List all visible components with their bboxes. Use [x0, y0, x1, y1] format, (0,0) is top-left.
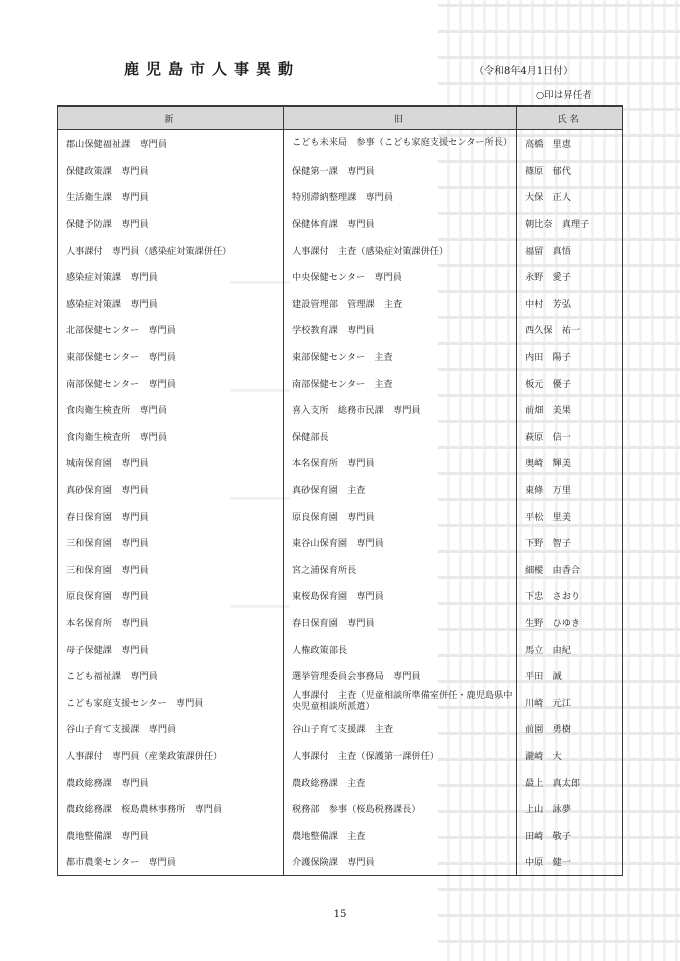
cell-person-name: 田崎 敬子 — [517, 821, 623, 848]
cell-old-position: 農地整備課 主査 — [284, 821, 517, 848]
cell-person-name: 下忠 さおり — [517, 582, 623, 609]
cell-new-position: 郡山保健福祉課 専門員 — [58, 130, 284, 157]
cell-old-position: 税務部 参事（桜島税務課長） — [284, 795, 517, 822]
cell-old-position: 宮之浦保育所長 — [284, 556, 517, 583]
table-row — [58, 768, 623, 795]
cell-person-name: 最上 真太郎 — [517, 768, 623, 795]
cell-new-position: 人事課付 専門員（感染症対策課併任） — [58, 236, 284, 263]
cell-new-position: 生活衛生課 専門員 — [58, 183, 284, 210]
cell-person-name: 篠原 郁代 — [517, 157, 623, 184]
table-row — [58, 449, 623, 476]
table-row — [58, 848, 623, 875]
cell-old-position: 建設管理部 管理課 主査 — [284, 290, 517, 317]
cell-old-position: 人事課付 主査（感染症対策課併任） — [284, 236, 517, 263]
table-row — [58, 795, 623, 822]
cell-new-position: 保健予防課 専門員 — [58, 210, 284, 237]
table-row — [58, 715, 623, 742]
personnel-table — [57, 105, 623, 876]
cell-person-name: 内田 陽子 — [517, 343, 623, 370]
cell-old-position: 喜入支所 総務市民課 専門員 — [284, 396, 517, 423]
promotion-note: ○印は昇任者 — [536, 90, 592, 101]
cell-new-position: 本名保育所 専門員 — [58, 609, 284, 636]
table-row — [58, 210, 623, 237]
cell-new-position: 谷山子育て支援課 専門員 — [58, 715, 284, 742]
table-body — [58, 130, 623, 876]
table-row — [58, 130, 623, 157]
table-row — [58, 263, 623, 290]
column-header-old: 旧 — [284, 106, 517, 130]
table-row — [58, 290, 623, 317]
cell-person-name: 西久保 祐一 — [517, 316, 623, 343]
cell-old-position: 原良保育園 専門員 — [284, 502, 517, 529]
table-row — [58, 582, 623, 609]
cell-old-position: 人事課付 主査（児童相談所準備室併任・鹿児島県中央児童相談所派遣） — [284, 688, 517, 715]
table-row — [58, 742, 623, 769]
cell-new-position: こども福祉課 専門員 — [58, 662, 284, 689]
table-row — [58, 236, 623, 263]
cell-new-position: 三和保育園 専門員 — [58, 556, 284, 583]
cell-person-name: 東條 万里 — [517, 476, 623, 503]
table-row — [58, 343, 623, 370]
table-header-row — [58, 106, 623, 130]
cell-new-position: 北部保健センター 専門員 — [58, 316, 284, 343]
cell-new-position: 保健政策課 専門員 — [58, 157, 284, 184]
effective-date: （令和8年4月1日付） — [474, 66, 574, 77]
cell-old-position: 東部保健センター 主査 — [284, 343, 517, 370]
cell-person-name: 平田 誠 — [517, 662, 623, 689]
cell-person-name: 馬立 由紀 — [517, 635, 623, 662]
table-row — [58, 688, 623, 715]
cell-new-position: 農政総務課 専門員 — [58, 768, 284, 795]
cell-old-position: 本名保育所 専門員 — [284, 449, 517, 476]
cell-old-position: こども未来局 参事（こども家庭支援センター所長） — [284, 130, 517, 157]
cell-person-name: 高橋 里恵 — [517, 130, 623, 157]
cell-new-position: こども家庭支援センター 専門員 — [58, 688, 284, 715]
cell-person-name: 永野 愛子 — [517, 263, 623, 290]
cell-old-position: 南部保健センター 主査 — [284, 369, 517, 396]
cell-person-name: 板元 優子 — [517, 369, 623, 396]
cell-old-position: 農政総務課 主査 — [284, 768, 517, 795]
cell-new-position: 南部保健センター 専門員 — [58, 369, 284, 396]
cell-new-position: 東部保健センター 専門員 — [58, 343, 284, 370]
cell-old-position: 特別滞納整理課 専門員 — [284, 183, 517, 210]
cell-new-position: 原良保育園 専門員 — [58, 582, 284, 609]
cell-new-position: 春日保育園 専門員 — [58, 502, 284, 529]
cell-new-position: 三和保育園 専門員 — [58, 529, 284, 556]
cell-person-name: 中村 芳弘 — [517, 290, 623, 317]
page-title: 鹿児島市人事異動 — [124, 60, 301, 78]
cell-person-name: 前畑 美果 — [517, 396, 623, 423]
cell-new-position: 食肉衛生検査所 専門員 — [58, 396, 284, 423]
cell-person-name: 中原 健一 — [517, 848, 623, 875]
table-row — [58, 369, 623, 396]
cell-person-name: 平松 里美 — [517, 502, 623, 529]
cell-new-position: 農政総務課 桜島農林事務所 専門員 — [58, 795, 284, 822]
cell-person-name: 細樅 由香合 — [517, 556, 623, 583]
cell-old-position: 介護保険課 専門員 — [284, 848, 517, 875]
cell-new-position: 感染症対策課 専門員 — [58, 263, 284, 290]
table-row — [58, 821, 623, 848]
cell-new-position: 農地整備課 専門員 — [58, 821, 284, 848]
cell-old-position: 保健体育課 専門員 — [284, 210, 517, 237]
column-header-new: 新 — [58, 106, 284, 130]
cell-old-position: 学校教育課 専門員 — [284, 316, 517, 343]
cell-person-name: 大保 正人 — [517, 183, 623, 210]
cell-old-position: 保健部長 — [284, 423, 517, 450]
table-row — [58, 157, 623, 184]
table-row — [58, 556, 623, 583]
page-number: 15 — [333, 909, 347, 920]
cell-new-position: 感染症対策課 専門員 — [58, 290, 284, 317]
table-row — [58, 396, 623, 423]
cell-person-name: 上山 詠夢 — [517, 795, 623, 822]
cell-person-name: 前園 勇樹 — [517, 715, 623, 742]
cell-old-position: 選挙管理委員会事務局 専門員 — [284, 662, 517, 689]
cell-person-name: 瀧崎 大 — [517, 742, 623, 769]
cell-person-name: 下野 智子 — [517, 529, 623, 556]
column-header-name: 氏名 — [517, 106, 623, 130]
cell-new-position: 食肉衛生検査所 専門員 — [58, 423, 284, 450]
cell-new-position: 城南保育園 専門員 — [58, 449, 284, 476]
cell-old-position: 中央保健センター 専門員 — [284, 263, 517, 290]
cell-person-name: 朝比奈 真理子 — [517, 210, 623, 237]
cell-person-name: 福留 真悟 — [517, 236, 623, 263]
cell-old-position: 保健第一課 専門員 — [284, 157, 517, 184]
cell-old-position: 東谷山保育園 専門員 — [284, 529, 517, 556]
cell-old-position: 東桜島保育園 専門員 — [284, 582, 517, 609]
table-row — [58, 316, 623, 343]
cell-person-name: 奥崎 輝美 — [517, 449, 623, 476]
cell-new-position: 母子保健課 専門員 — [58, 635, 284, 662]
table-row — [58, 183, 623, 210]
cell-new-position: 真砂保育園 専門員 — [58, 476, 284, 503]
table-row — [58, 609, 623, 636]
cell-old-position: 人事課付 主査（保護第一課併任） — [284, 742, 517, 769]
table-row — [58, 635, 623, 662]
cell-new-position: 人事課付 専門員（産業政策課併任） — [58, 742, 284, 769]
table-row — [58, 476, 623, 503]
cell-person-name: 川崎 元江 — [517, 688, 623, 715]
cell-old-position: 人権政策部長 — [284, 635, 517, 662]
cell-old-position: 真砂保育園 主査 — [284, 476, 517, 503]
table-row — [58, 423, 623, 450]
table-row — [58, 529, 623, 556]
cell-person-name: 萩原 信一 — [517, 423, 623, 450]
cell-person-name: 生野 ひゆき — [517, 609, 623, 636]
table-row — [58, 662, 623, 689]
cell-new-position: 都市農業センター 専門員 — [58, 848, 284, 875]
table-row — [58, 502, 623, 529]
cell-old-position: 谷山子育て支援課 主査 — [284, 715, 517, 742]
cell-old-position: 春日保育園 専門員 — [284, 609, 517, 636]
